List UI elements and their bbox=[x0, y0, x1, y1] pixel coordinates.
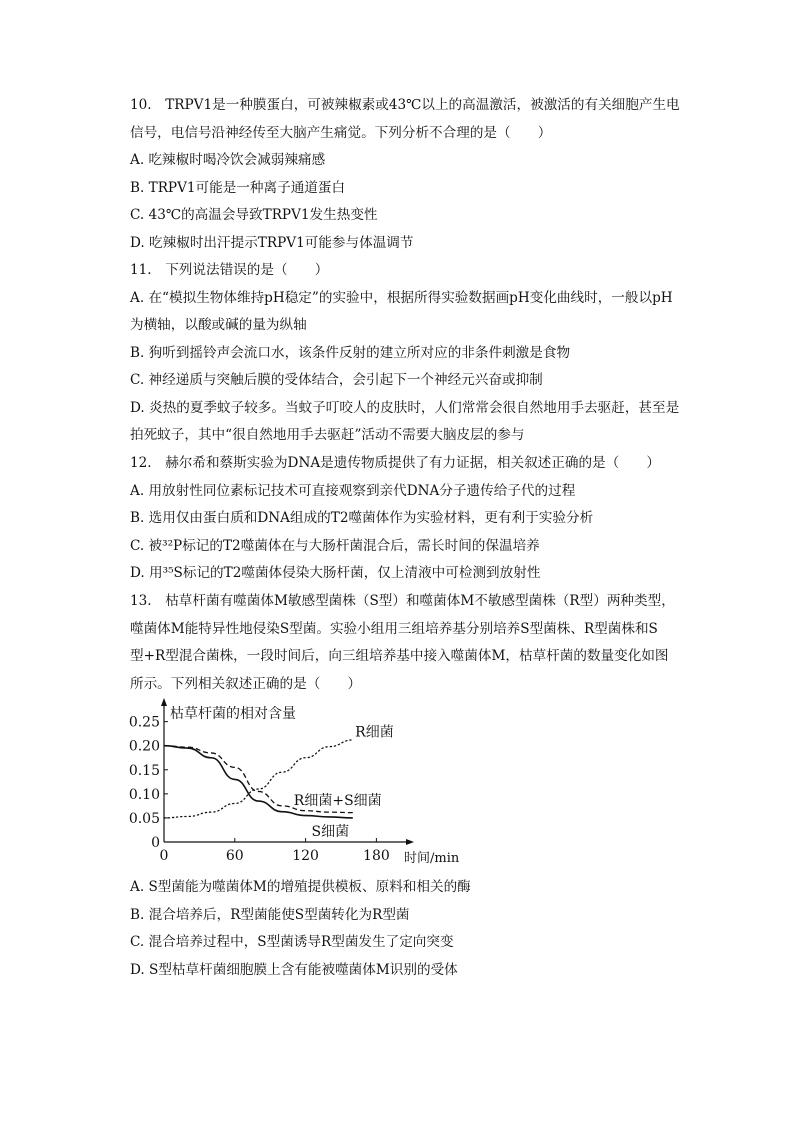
question-12-option-c: C. 被³²P标记的T2噬菌体在与大肠杆菌混合后，需长时间的保温培养 bbox=[130, 537, 540, 554]
y-axis-arrow bbox=[161, 698, 167, 706]
question-11-option-a-line2: 为横轴，以酸或碱的量为纵轴 bbox=[130, 317, 307, 333]
question-13-stem-line2: 噬菌体M能特异性地侵染S型菌。实验小组用三组培养基分别培养S型菌株、R型菌株和S bbox=[130, 620, 658, 637]
question-11-stem: 11. 下列说法错误的是（ ） bbox=[130, 262, 329, 278]
question-13 bbox=[130, 588, 690, 698]
question-10 bbox=[130, 92, 690, 257]
x-axis-arrow bbox=[406, 839, 414, 845]
x-tick-label: 120 bbox=[292, 848, 319, 864]
y-tick-label: 0.25 bbox=[128, 714, 160, 731]
series-label-1: R细菌+S细菌 bbox=[293, 793, 382, 810]
question-13-stem-line4: 所示。下列相关叙述正确的是（ ） bbox=[130, 675, 362, 692]
x-tick-label: 0 bbox=[159, 848, 169, 864]
question-10-option-a: A. 吃辣椒时喝冷饮会减弱辣痛感 bbox=[130, 152, 326, 168]
x-tick-label: 60 bbox=[225, 848, 244, 864]
y-tick-label: 0.05 bbox=[128, 810, 160, 827]
series-label-2: S细菌 bbox=[311, 823, 350, 840]
question-11-option-a-line1: A. 在“模拟生物体维持pH稳定”的实验中，根据所得实验数据画pH变化曲线时，一般以pH bbox=[130, 289, 673, 306]
question-12 bbox=[130, 450, 690, 588]
question-13-options bbox=[130, 874, 690, 984]
question-10-option-c: C. 43℃的高温会导致TRPV1发生热变性 bbox=[130, 207, 378, 223]
question-10-stem-line1: 10. TRPV1是一种膜蛋白，可被辣椒素或43℃以上的高温激活，被激活的有关细胞产生电 bbox=[130, 97, 680, 113]
question-11-option-d-line2: 拍死蚊子，其中“很自然地用手去驱赶”活动不需要大脑皮层的参与 bbox=[130, 427, 525, 443]
question-10-option-d: D. 吃辣椒时出汗提示TRPV1可能参与体温调节 bbox=[130, 234, 414, 251]
question-10-option-b: B. TRPV1可能是一种离子通道蛋白 bbox=[130, 179, 346, 196]
question-10-stem-line2: 信号，电信号沿神经传至大脑产生痛觉。下列分析不合理的是（ ） bbox=[130, 124, 552, 141]
question-13-stem-line3: 型+R型混合菌株，一段时间后，向三组培养基中接入噬菌体M，枯草杆菌的数量变化如图 bbox=[130, 648, 669, 664]
question-13-option-a: A. S型菌能为噬菌体M的增殖提供模板、原料和相关的酶 bbox=[130, 879, 471, 895]
y-tick-label: 0 bbox=[151, 835, 160, 851]
bacteria-content-chart bbox=[128, 700, 460, 868]
y-tick-label: 0.20 bbox=[128, 738, 160, 755]
x-tick-label: 180 bbox=[363, 848, 390, 864]
y-tick-label: 0.10 bbox=[128, 786, 160, 803]
series-label-0: R细菌 bbox=[355, 724, 394, 741]
question-11-option-b: B. 狗听到摇铃声会流口水，该条件反射的建立所对应的非条件刺激是食物 bbox=[130, 344, 571, 361]
question-12-stem: 12. 赫尔希和蔡斯实验为DNA是遗传物质提供了有力证据，相关叙述正确的是（ ） bbox=[130, 455, 661, 471]
question-11-option-c: C. 神经递质与突触后膜的受体结合，会引起下一个神经元兴奋或抑制 bbox=[130, 372, 543, 388]
question-11-option-d-line1: D. 炎热的夏季蚊子较多。当蚊子叮咬人的皮肤时，人们常常会很自然地用手去驱赶，甚至是 bbox=[130, 399, 680, 416]
question-13-option-c: C. 混合培养过程中，S型菌诱导R型菌发生了定向突变 bbox=[130, 934, 454, 950]
y-axis-label: 枯草杆菌的相对含量 bbox=[170, 706, 296, 722]
question-12-option-b: B. 选用仅由蛋白质和DNA组成的T2噬菌体作为实验材料，更有利于实验分析 bbox=[130, 510, 594, 526]
question-12-option-a: A. 用放射性同位素标记技术可直接观察到亲代DNA分子遗传给子代的过程 bbox=[130, 482, 576, 499]
question-13-option-d: D. S型枯草杆菌细胞膜上含有能被噬菌体M识别的受体 bbox=[130, 961, 458, 978]
question-13-option-b: B. 混合培养后，R型菌能使S型菌转化为R型菌 bbox=[130, 906, 410, 923]
question-13-stem-line1: 13. 枯草杆菌有噬菌体M敏感型菌株（S型）和噬菌体M不敏感型菌株（R型）两种类型， bbox=[130, 593, 675, 609]
y-tick-label: 0.15 bbox=[128, 762, 160, 779]
question-12-option-d: D. 用³⁵S标记的T2噬菌体侵染大肠杆菌，仅上清液中可检测到放射性 bbox=[130, 565, 541, 581]
x-axis-label: 时间/min bbox=[404, 851, 460, 866]
question-11 bbox=[130, 257, 690, 450]
